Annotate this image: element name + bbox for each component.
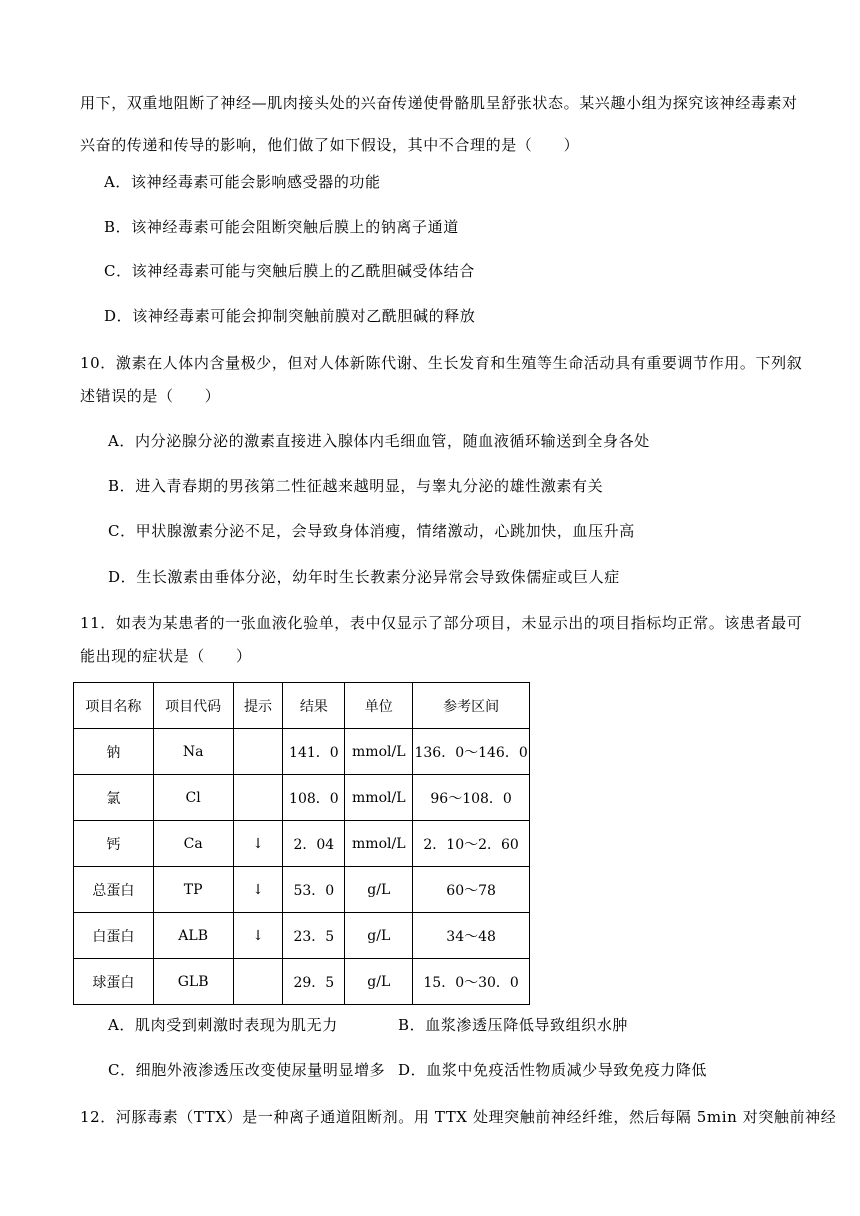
- cell-range: 34～48: [413, 913, 530, 959]
- cell-hint: ↓: [233, 913, 283, 959]
- table-row: [74, 775, 530, 821]
- table-row: [74, 729, 530, 775]
- question-9-option-b: B．该神经毒素可能会阻断突触后膜上的钠离子通道: [104, 218, 459, 236]
- cell-result: 29．5: [283, 959, 345, 1005]
- header-hint: 提示: [233, 683, 283, 729]
- cell-hint: [233, 729, 283, 775]
- question-9-option-a: A．该神经毒素可能会影响感受器的功能: [104, 173, 381, 191]
- cell-name: 钠: [74, 729, 154, 775]
- header-item-name: 项目名称: [74, 683, 154, 729]
- cell-code: Cl: [153, 775, 233, 821]
- cell-code: Na: [153, 729, 233, 775]
- table-row: [74, 913, 530, 959]
- question-12-stem-line-1: 12．河豚毒素（TTX）是一种离子通道阻断剂。用 TTX 处理突触前神经纤维，然后每隔 5min 对突触前神经: [80, 1108, 837, 1126]
- question-9-stem-line-2: 兴奋的传递和传导的影响，他们做了如下假设，其中不合理的是（ ）: [80, 136, 580, 154]
- cell-result: 108．0: [283, 775, 345, 821]
- cell-name: 白蛋白: [74, 913, 154, 959]
- cell-result: 141．0: [283, 729, 345, 775]
- cell-code: Ca: [153, 821, 233, 867]
- question-10-stem-line-1: 10．激素在人体内含量极少，但对人体新陈代谢、生长发育和生殖等生命活动具有重要调节作用。下列叙: [80, 354, 803, 372]
- table-row: [74, 959, 530, 1005]
- cell-hint: [233, 775, 283, 821]
- cell-name: 球蛋白: [74, 959, 154, 1005]
- question-11-option-d: D．血浆中免疫活性物质减少导致免疫力降低: [398, 1061, 708, 1079]
- question-10-option-b: B．进入青春期的男孩第二性征越来越明显，与睾丸分泌的雄性激素有关: [108, 477, 604, 495]
- header-result: 结果: [283, 683, 345, 729]
- cell-unit: g/L: [345, 913, 413, 959]
- question-10-stem-line-2: 述错误的是（ ）: [80, 387, 221, 405]
- cell-hint: ↓: [233, 867, 283, 913]
- question-11-option-c: C．细胞外液渗透压改变使尿量明显增多: [108, 1061, 386, 1079]
- question-10-option-c: C．甲状腺激素分泌不足，会导致身体消瘦，情绪激动，心跳加快，血压升高: [108, 522, 635, 540]
- cell-name: 总蛋白: [74, 867, 154, 913]
- cell-result: 23．5: [283, 913, 345, 959]
- cell-unit: g/L: [345, 867, 413, 913]
- cell-name: 钙: [74, 821, 154, 867]
- cell-hint: [233, 959, 283, 1005]
- question-10-option-a: A．内分泌腺分泌的激素直接进入腺体内毛细血管，随血液循环输送到全身各处: [108, 432, 650, 450]
- cell-code: ALB: [153, 913, 233, 959]
- question-11-option-a: A．肌肉受到刺激时表现为肌无力: [108, 1016, 338, 1034]
- table-row: [74, 867, 530, 913]
- blood-test-table: [73, 682, 530, 1005]
- cell-range: 136．0～146．0: [413, 729, 530, 775]
- cell-unit: mmol/L: [345, 729, 413, 775]
- cell-unit: g/L: [345, 959, 413, 1005]
- table-header-row: [74, 683, 530, 729]
- table-row: [74, 821, 530, 867]
- question-11-option-b: B．血浆渗透压降低导致组织水肿: [398, 1016, 629, 1034]
- question-10-option-d: D．生长激素由垂体分泌，幼年时生长教素分泌异常会导致侏儒症或巨人症: [108, 568, 620, 586]
- cell-result: 53．0: [283, 867, 345, 913]
- cell-unit: mmol/L: [345, 775, 413, 821]
- question-9-option-d: D．该神经毒素可能会抑制突触前膜对乙酰胆碱的释放: [104, 307, 476, 325]
- question-11-stem-line-1: 11．如表为某患者的一张血液化验单，表中仅显示了部分项目，未显示出的项目指标均正常。该患者最可: [80, 614, 803, 632]
- cell-code: GLB: [153, 959, 233, 1005]
- header-unit: 单位: [345, 683, 413, 729]
- cell-range: 2．10～2．60: [413, 821, 530, 867]
- cell-code: TP: [153, 867, 233, 913]
- cell-range: 96～108．0: [413, 775, 530, 821]
- question-9-option-c: C．该神经毒素可能与突触后膜上的乙酰胆碱受体结合: [104, 262, 475, 280]
- question-9-stem-line-1: 用下，双重地阻断了神经—肌肉接头处的兴奋传递使骨骼肌呈舒张状态。某兴趣小组为探究该神经毒素对: [80, 94, 798, 112]
- question-11-stem-line-2: 能出现的症状是（ ）: [80, 647, 252, 665]
- cell-result: 2．04: [283, 821, 345, 867]
- cell-range: 60～78: [413, 867, 530, 913]
- cell-range: 15．0～30．0: [413, 959, 530, 1005]
- cell-unit: mmol/L: [345, 821, 413, 867]
- cell-hint: ↓: [233, 821, 283, 867]
- cell-name: 氯: [74, 775, 154, 821]
- header-item-code: 项目代码: [153, 683, 233, 729]
- header-reference-range: 参考区间: [413, 683, 530, 729]
